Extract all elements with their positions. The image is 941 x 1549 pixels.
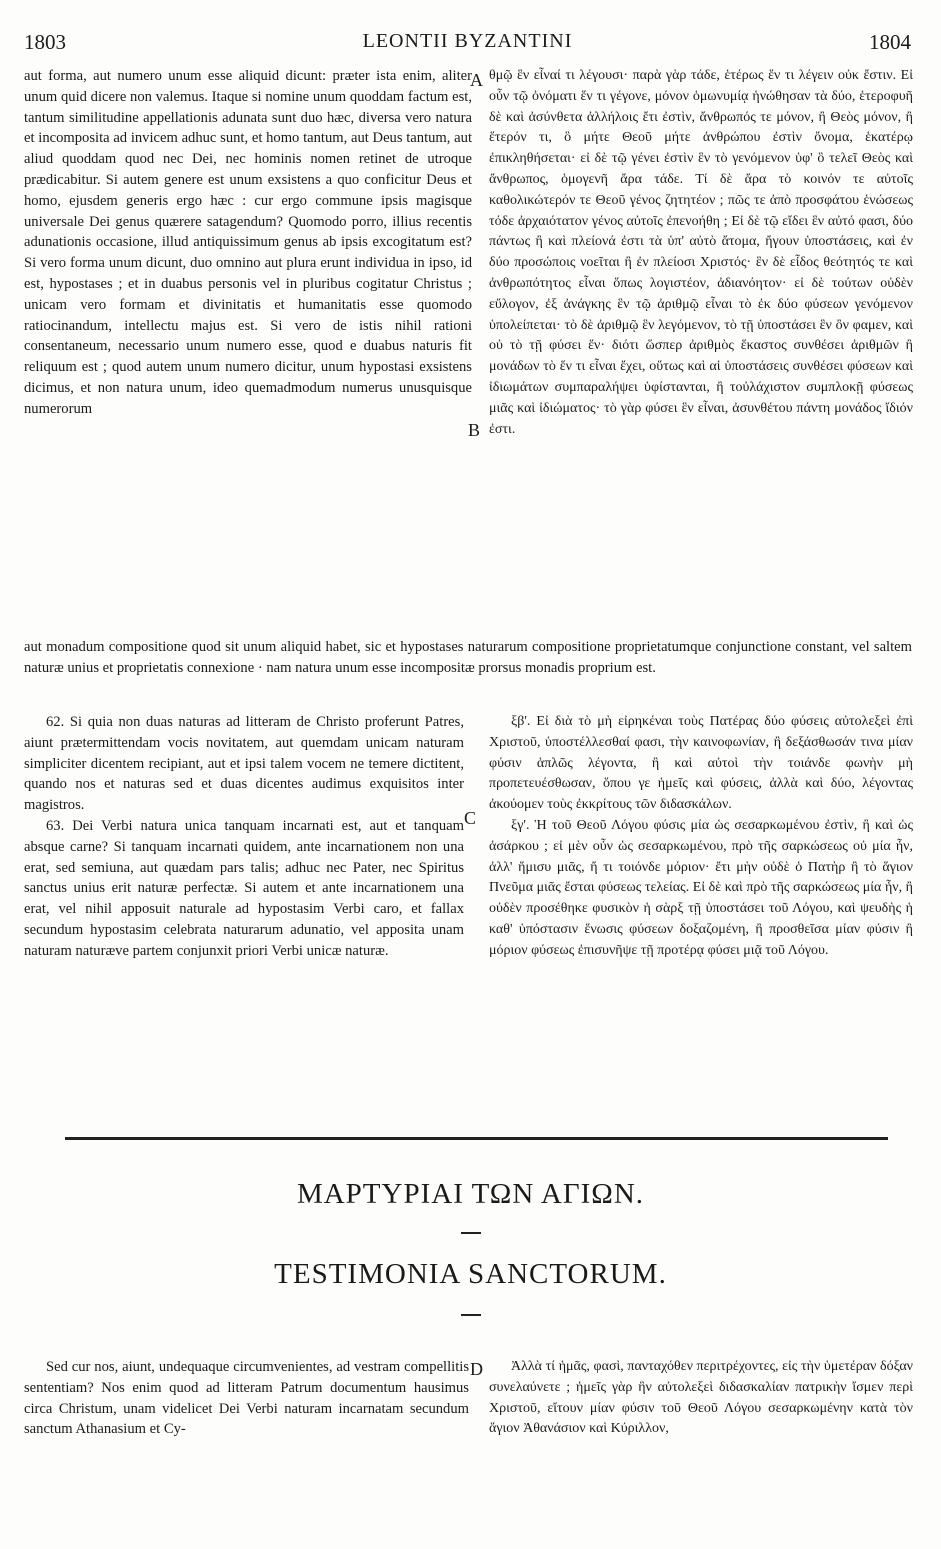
margin-mark-c: C <box>464 808 477 828</box>
latin-column-c <box>24 1357 469 1440</box>
page-header <box>24 30 911 62</box>
greek-paragraph-62: ξβ'. Εἰ διὰ τὸ μὴ εἰρηκέναι τοὺς Πατέρας δύο φύσεις αὐτολεξεὶ ἐπὶ Χριστοῦ, ὑποστέλλεσθαί φασι, τὴν καινοφωνίαν, ἢ δεξάσθωσάν τινα μίαν φύσιν ἁπλῶς λέγοντα, ἢ καὶ αὐτοὶ τὴν τοιάνδε φωνὴν μὴ προπετευέσθωσαν, ὅπου γε ἡμεῖς καὶ φύσεις, ἀλλὰ καὶ δύο, λέγοντας ἀκούομεν τοὺς ἐκκρίτους τῶν διδασκάλων. <box>489 714 913 813</box>
section-rule <box>65 1137 888 1140</box>
greek-paragraph-a: θμῷ ἓν εἶναί τι λέγουσι· παρὰ γὰρ τάδε, ἑτέρως ἕν τι λέγειν οὐκ ἔστιν. Εἰ οὖν τῷ ὀνόματι ἕν τι γέγονε, μόνον ὁμωνυμίᾳ ἡνώθησαν τὰ δύο, ἑτεροφυῆ δὲ καὶ ἀσύνθετα ἀλλήλοις ἔτι ἐστὶν, ἄνθρωπός τε μόνον, ἢ Θεὸς μόνον, ἢ ἕτερόν τι, ὃ μήτε Θεοῦ μήτε ἀνθρώπου ἐστὶν ὄνομα, ἑκατέρῳ ἐπικληθήσεται· εἰ δὲ τῷ γένει ἐστὶν ἓν τὸ γενόμενον ὑφ' ὃ τελεῖ Θεὸς καὶ ἄνθρωπος, ὁμογενῆ ἄρα τάδε. Τί δὲ ἄρα τὸ κοινόν τε αὐτοῖς καθολικώτερόν τε Θεοῦ γένος ζητητέον ; πῶς τε ἀπὸ προσφάτου ἑνώσεως τόδε ἀρχαιότατον γένος αὐτοῖς ἐπενοήθη ; Εἰ δὲ τῷ εἴδει ἓν αὐτό φασι, δύο πάντως ἢ καὶ πλείονά ἐστι τὰ ὑπ' αὐτὸ ἄτομα, ἤγουν ὑποστάσεις, καὶ ἐν δύο προσώποις νοεῖται ἢ ἐν πλείοσι Χριστός· ἓν δὲ εἶδος θεότητός τε καὶ ἀνθρωπότητος εἶναι ὅπως λογιστέον, ἀδιανόητον· εἰ δὲ τούτων οὐδὲν εὔλογον, ἐξ ἀνάγκης ἓν τῷ ἀριθμῷ εἶναι τὸ ἐκ δύο φύσεων γενόμενον ὑπολείπεται· τὸ δὲ ἀριθμῷ ἓν λεγόμενον, τὸ τῇ ὑποστάσει ἓν ὂν φαμεν, καὶ οὐ τὸ τῇ φύσει ἕν· διότι ὥσπερ ἀριθμὸς ἕκαστος συνθέσει ἀριθμῶν ἢ μονάδων τὸ ἕν τι εἶναι ἔχει, οὕτως καὶ αἱ ὑποστάσεις συνθέσει φύσεων καὶ ἰδιωμάτων συμπαραλήψει ὑφίστανται, ἢ τοὐλάχιστον συμπλοκῇ φύσεως μιᾶς καὶ ἰδιώματος· τὸ γὰρ φύσει ἓν εἶναι, ἀσυνθέτου πάντη μονάδος ἴδιόν ἐστι. <box>489 68 913 437</box>
latin-title: TESTIMONIA SANCTORUM. <box>274 1258 667 1290</box>
latin-column-a <box>24 66 472 420</box>
greek-paragraph-c: Ἀλλὰ τί ἡμᾶς, φασὶ, πανταχόθεν περιτρέχοντες, εἰς τὴν ὑμετέραν δόξαν συνελαύνετε ; ἡμεῖς γὰρ ἣν αὐτολεξεὶ διδασκαλίαν πατρικὴν ἴσμεν περὶ Χριστοῦ, εἴτουν μίαν φύσιν τοῦ Θεοῦ Λόγου σεσαρκωμένην κατὰ τὸν ἅγιον Ἀθανάσιον καὶ Κύριλλον, <box>489 1359 913 1437</box>
title-dash-1 <box>461 1232 481 1234</box>
greek-column-a <box>489 66 913 440</box>
margin-mark-a: A <box>470 70 483 90</box>
greek-title: ΜΑΡΤΥΡΙΑΙ ΤΩΝ ΑΓΙΩΝ. <box>296 1178 645 1210</box>
full-width-paragraph <box>24 637 912 679</box>
running-head: LEONTII BYZANTINI <box>362 30 573 52</box>
latin-paragraph-62: 62. Si quia non duas naturas ad litteram de Christo proferunt Patres, aiunt prætermittendam vocis novitatem, aut quemdam unicam naturam simpliciter dicentem recipiant, aut et ipsi talem vocem ne temere dictitent, quando nos et naturas sed et duas dicentes audimus exquisitos inter magistros. <box>24 714 464 814</box>
full-width-text: aut monadum compositione quod sit unum aliquid habet, sic et hypostases naturarum compositione proprietatumque conjunctione constant, vel saltem naturæ unius et proprietatis connexione · nam natura unum esse incompositæ prorsus monadis proprium est. <box>24 639 912 676</box>
greek-column-c <box>489 1357 913 1440</box>
latin-paragraph-a: aut forma, aut numero unum esse aliquid dicunt: præter ista enim, aliter unum quid dicere non valemus. Itaque si nomine unum quoddam factum est, tantum similitudine appellationis adunata sunt duo hæc, diversa vero natura et incomposita ad invicem adhuc sunt, et homo tantum, aut Deus tantum, aut aliud quoddam quod nec Dei, nec hominis nomen retinet de utroque prædicabitur. Si autem genere est unum exsistens a quo conficitur Deus et homo, ejusdem generis ergo hæc : cur ergo commune ipsis magisque universale Dei genus quærere satagendum? Quomodo porro, illius recentis adunationis occasione, illud antiquissimum genus ab ipsis excogitatum est? Si vero forma unum dicunt, duo omnino aut plura erunt individua in ipso, id est, hypostases ; et in duabus personis vel in pluribus cogitatur Christus ; unicam vero formam et divinitatis et humanitatis esse quomodo ratiocinandum, intellectu majus est. Si vero de istis nihil rationi consentaneum, necessario unum numero esse, quod e duabus naturis fit reliquum est ; quod autem unum numero dicitur, unum hypostasi exsistens dicimus, et non natura unum, ideo quemadmodum numerus unusquisque numerorum <box>24 68 472 417</box>
margin-mark-b: B <box>468 420 481 440</box>
page-number-left: 1803 <box>24 30 66 54</box>
latin-paragraph-63: 63. Dei Verbi natura unica tanquam incarnati est, aut et tanquam absque carne? Si tanquam incarnati quidem, ante incarnationem non una erat, sed semiuna, aut quædam pars talis; adhuc nec Pater, nec Spiritus sanctus unius erit naturæ perfectæ. Si autem et ante incarnationem una erat, vel nihil apposuit naturale ad hypostasim Verbi caro, et fallax secundum hypostasim celebrata naturarum adunatio, vel apposita unam naturam naturæve partem conjunxit priori Verbi unicæ naturæ. <box>24 817 464 959</box>
title-dash-2 <box>461 1314 481 1316</box>
latin-paragraph-c: Sed cur nos, aiunt, undequaque circumvenientes, ad vestram compellitis sententiam? Nos enim quod ad litteram Patrum documentum hausimus circa Christum, unam videlicet Dei Verbi naturam incarnatam secundum sanctum Athanasium et Cy- <box>24 1359 469 1438</box>
greek-column-b <box>489 712 913 962</box>
latin-column-b <box>24 712 464 962</box>
page-number-right: 1804 <box>869 30 911 54</box>
margin-mark-d: D <box>470 1359 483 1379</box>
greek-paragraph-63: ξγ'. Ἡ τοῦ Θεοῦ Λόγου φύσις μία ὡς σεσαρκωμένου ἐστὶν, ἢ καὶ ὡς ἀσάρκου ; εἰ μὲν οὖν ὡς σεσαρκωμένου, πρὸ τῆς σαρκώσεως οὐ μία ἦν, ἀλλ' ἥμισυ μιᾶς, ἤ τι τοιόνδε μόριον· ἔτι μὴν οὐδὲ ὁ Πατὴρ ἢ τὸ ἅγιον Πνεῦμα μιᾶς ἔσται φύσεως τελείας. Εἰ δὲ καὶ πρὸ τῆς σαρκώσεως μία ἦν, ἢ οὐδὲν προσέθηκε φυσικὸν ἡ σὰρξ τῇ ὑποστάσει τοῦ Λόγου, καὶ ψευδὴς ἡ καθ' ὑπόστασιν ἕνωσις φύσεων δοξαζομένη, ἢ προσθεῖσα μίαν φύσιν ἢ μόριον φύσεως ἐπισυνῆψε τῇ προτέρᾳ φύσει μιᾷ τοῦ Λόγου. <box>489 817 913 958</box>
